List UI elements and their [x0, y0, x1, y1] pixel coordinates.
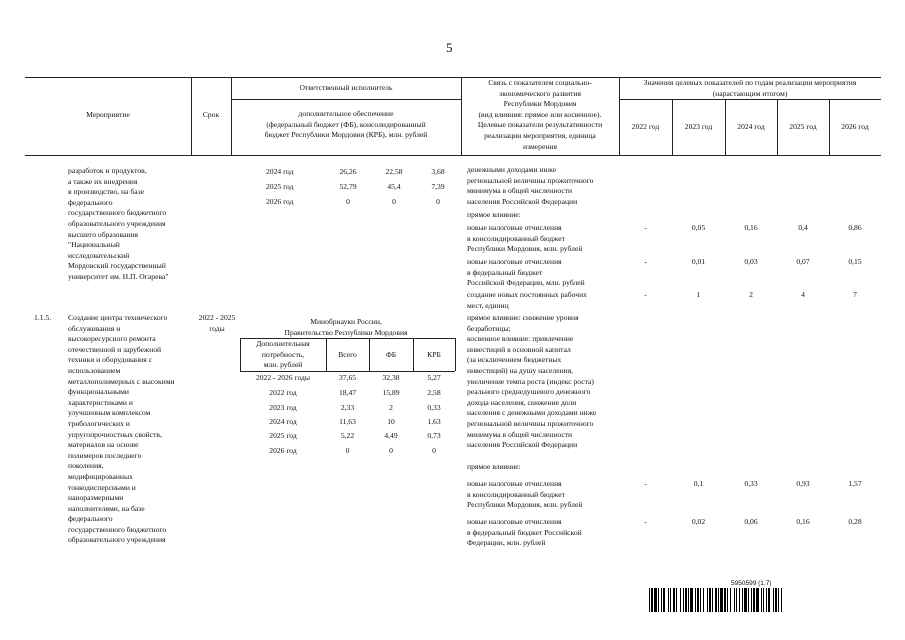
- block1-indicator-value: 0,03: [744, 257, 758, 266]
- block1-indicator-value: 0,01: [691, 257, 706, 266]
- block2-executor: Минобрнауки России, Правительство Республики Мордовия: [284, 317, 408, 337]
- block2-link-text: прямое влияние: снижение уровня безработицы; косвенное влияние: привлечение инвестиций в основной капитал (за исключением бюджетных инвестиций) на душу населения, увеличение темпа роста (индекс роста) реального среднедушевого денежного дохода населения, снижение доли населения с денежными доходами ниже региональной величины прожиточного минимума в общей численности населения Российской Федерации: [467, 313, 597, 450]
- block1-indicator-value: 0,05: [691, 223, 706, 232]
- block1-fund-year: 2025 год: [266, 182, 294, 191]
- block1-indicator-value: 0,15: [848, 257, 862, 266]
- block2-fund-year: 2025 год: [269, 431, 297, 440]
- block1-fund-fb: 45,4: [387, 182, 401, 191]
- block1-fund-total: 0: [346, 197, 350, 206]
- block2-fund-fb-header: ФБ: [385, 350, 397, 359]
- block2-indicator-value: 1,57: [848, 479, 862, 488]
- block2-fund-krb: 2,58: [427, 388, 441, 397]
- block2-fund-table-header-rule: [240, 371, 455, 372]
- block2-direct-label: прямое влияние:: [467, 462, 521, 471]
- block2-indicator-name: новые налоговые отчисления в консолидированный бюджет Республики Мордовия, млн. рублей: [467, 479, 583, 510]
- block2-measure-text: Создание центра технического обслуживания и высокоресурсного ремонта отечественной и зарубежной техники и оборудования с использованием металлополимерных с высокими функциональными характеристиками и улучшенным комплексом трибологических и упругопрочностных свойств, материалов на основе полимеров последнего поколения, модифицированных тонкодисперсными и наноразмерными наполнителями, на базе федерального государственного бюджетного образовательного учреждения: [68, 313, 175, 545]
- block2-indicator-value: -: [644, 517, 647, 526]
- block2-indicator-value: 0,16: [796, 517, 810, 526]
- block2-fund-fb: 10: [387, 417, 395, 426]
- block2-fund-total: 37,65: [338, 373, 357, 382]
- header-measure: Мероприятие: [86, 110, 130, 119]
- block1-fund-total: 52,79: [339, 182, 357, 191]
- block1-direct-label: прямое влияние:: [467, 210, 521, 219]
- block2-indicator-name: новые налоговые отчисления в федеральный бюджет Российской Федерации, млн. рублей: [467, 517, 582, 548]
- block2-indicator-value: 0,02: [691, 517, 706, 526]
- block2-indicator-value: 0,1: [693, 479, 704, 488]
- block2-term: 2022 - 2025 годы: [198, 313, 236, 333]
- header-funding: дополнительное обеспечение (федеральный бюджет (ФБ), консолидированный бюджет Республики Мордовия (КРБ), млн. рублей: [264, 109, 428, 140]
- block1-link-text: денежными доходами ниже региональной величины прожиточного минимума в общей численности населения Российской Федерации: [467, 165, 594, 206]
- block2-fund-need-header: Дополнительная потребность, млн. рублей: [256, 339, 310, 370]
- block2-indicator-value: 0,93: [796, 479, 810, 488]
- block2-fund-krb: 1,63: [427, 417, 441, 426]
- block1-indicator-value: 1: [696, 290, 701, 299]
- block2-fund-year: 2024 год: [269, 417, 297, 426]
- block2-fund-krb: 0,33: [427, 403, 441, 412]
- block1-indicator-value: -: [644, 257, 647, 266]
- block2-fund-total: 18,47: [338, 388, 357, 397]
- barcode-image: [649, 588, 875, 612]
- block1-measure-text: разработок и продуктов, а также их внедрения в производство, на базе федерального государственного бюджетного образовательного учреждения высшего образования "Национальный исследовательский Мордовский государственный университет им. Н.П. Огарева": [68, 166, 169, 281]
- header-link: Связь с показателем социально- экономического развития Республики Мордовия (вид влияния: прямое или косвенное). Целевые показатели результативности реализации мероприятия, единица измерения: [477, 78, 603, 151]
- block2-fund-krb: 0: [432, 446, 436, 455]
- block1-indicator-value: 0,4: [798, 223, 808, 232]
- block1-fund-total: 26,26: [339, 167, 357, 176]
- header-year: 2026 год: [841, 122, 869, 131]
- block2-indicator-value: 0,28: [848, 517, 862, 526]
- block1-fund-year: 2026 год: [266, 197, 294, 206]
- block2-fund-year: 2022 год: [269, 388, 297, 397]
- block2-indicator-value: 0,06: [744, 517, 758, 526]
- block2-fund-krb-header: КРБ: [427, 350, 441, 359]
- header-year: 2025 год: [789, 122, 817, 131]
- block2-fund-total-header: Всего: [338, 350, 357, 359]
- block2-fund-total: 0: [345, 446, 350, 455]
- header-year: 2023 год: [684, 122, 713, 131]
- block2-indicator-value: 0,33: [744, 479, 758, 488]
- header-executor: Ответственный исполнитель: [299, 83, 393, 92]
- block1-indicator-value: 0,16: [744, 223, 758, 232]
- barcode-number: 5950599 (1.7): [731, 580, 772, 587]
- block2-fund-fb: 4,49: [384, 431, 398, 440]
- block1-indicator-name: создание новых постоянных рабочих мест, единиц: [467, 290, 587, 310]
- block1-indicator-name: новые налоговые отчисления в федеральный бюджет Российской Федерации, млн. рублей: [467, 257, 585, 288]
- block1-fund-fb: 0: [392, 197, 396, 206]
- block1-fund-krb: 3,68: [431, 167, 445, 176]
- block1-indicator-value: 4: [801, 290, 805, 299]
- block2-fund-year: 2026 год: [269, 446, 297, 455]
- header-term: Срок: [202, 110, 220, 119]
- block2-fund-krb: 5,27: [427, 373, 441, 382]
- block1-indicator-value: 2: [749, 290, 753, 299]
- block2-fund-fb: 2: [389, 403, 393, 412]
- block1-fund-krb: 0: [436, 197, 440, 206]
- block1-indicator-value: 0,07: [796, 257, 810, 266]
- block1-fund-fb: 22,58: [385, 167, 403, 176]
- block2-fund-year: 2023 год: [269, 403, 297, 412]
- block2-fund-total: 2,33: [340, 403, 355, 412]
- block1-indicator-value: 0,86: [848, 223, 862, 232]
- block1-indicator-value: -: [644, 290, 647, 299]
- block1-indicator-value: -: [644, 223, 647, 232]
- block2-fund-table-divider: [455, 338, 456, 371]
- block2-fund-total: 5,22: [340, 431, 355, 440]
- block2-fund-krb: 0,73: [427, 431, 441, 440]
- block2-fund-fb: 32,38: [382, 373, 400, 382]
- block1-indicator-value: 7: [853, 290, 857, 299]
- block2-fund-fb: 0: [389, 446, 393, 455]
- block2-fund-fb: 15,89: [382, 388, 400, 397]
- header-year: 2022 год: [631, 122, 660, 131]
- executor-sub-rule: [231, 99, 461, 100]
- header-year: 2024 год: [737, 122, 765, 131]
- block2-indicator-value: -: [644, 479, 647, 488]
- block2-fund-year: 2022 - 2026 годы: [255, 373, 311, 382]
- page-number: 5: [446, 40, 453, 55]
- block2-fund-total: 11,63: [339, 417, 356, 426]
- header-values-title: Значения целевых показателей по годам реализации мероприятия (нарастающим итогом): [643, 78, 857, 98]
- block1-fund-krb: 7,39: [431, 182, 445, 191]
- block1-indicator-name: новые налоговые отчисления в консолидированный бюджет Республики Мордовия, млн. рублей: [467, 223, 583, 254]
- block1-fund-year: 2024 год: [266, 167, 294, 176]
- block2-number: 1.1.5.: [34, 313, 52, 322]
- header-bottom-rule: [25, 155, 881, 156]
